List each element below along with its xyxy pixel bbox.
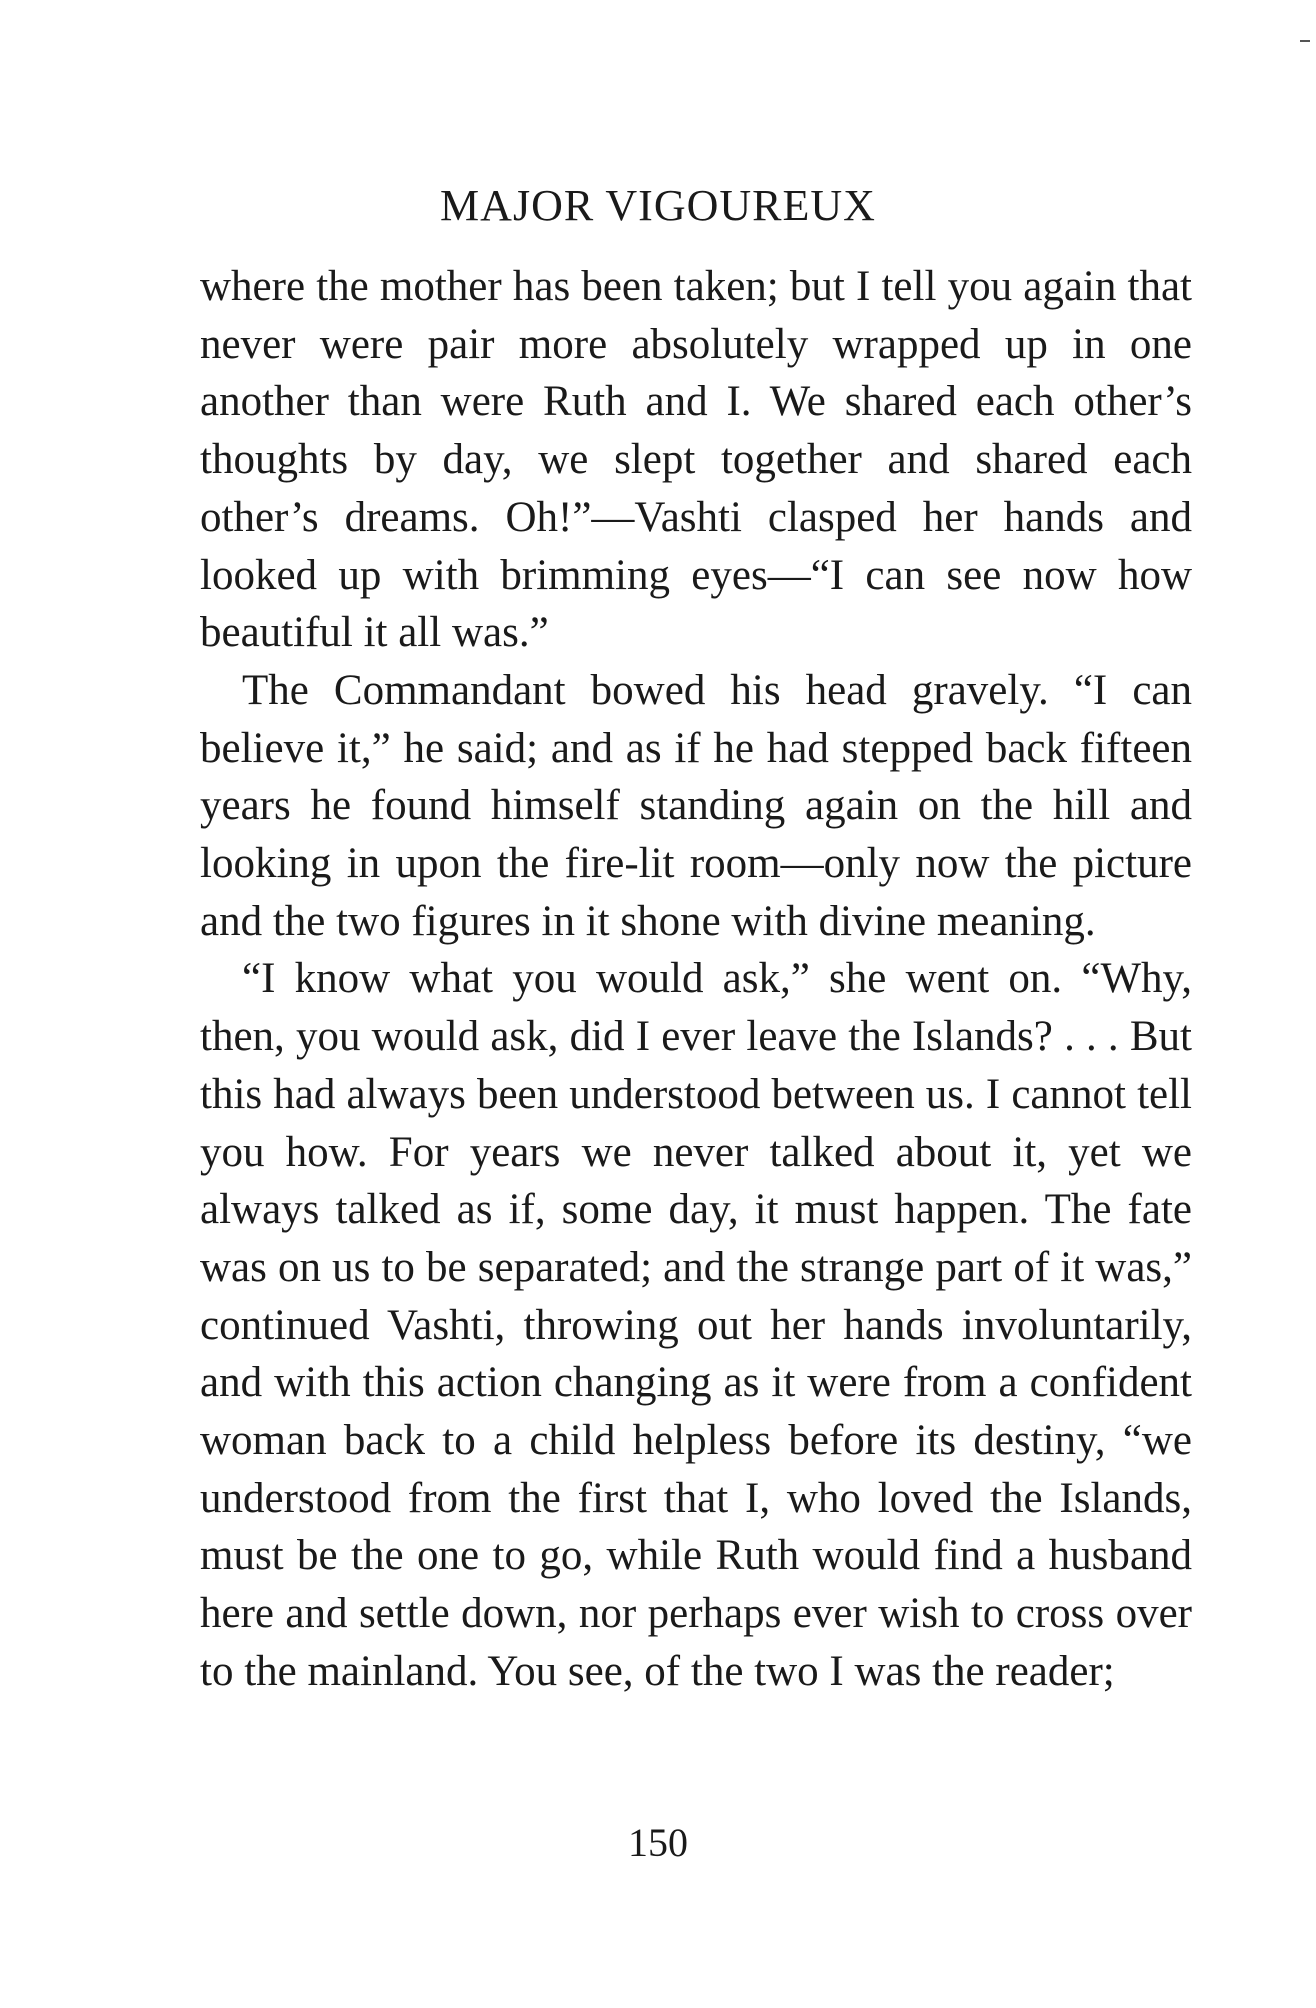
paragraph-continued: where the mother has been taken; but I tell you again that never were pair more absolutely wrapped up in one another than were Ruth and I. We shared each other’s thoughts by day, we slept together and shared each other’s dreams. Oh!”—Vashti clasped her hands and looked up with brimming eyes—“I can see now how beautiful it all was.” — [200, 263, 1192, 657]
paragraph-commandant: The Commandant bowed his head gravely. “I can believe it,” he said; and as if he had stepped back fifteen years he found himself standing again on the hill and looking in upon the fire-lit room—only now the picture and the two figures in it shone with divine meaning. — [200, 666, 1192, 945]
body-text — [200, 258, 1192, 1701]
paragraph-vashti: “I know what you would ask,” she went on. “Why, then, you would ask, did I ever leave the Islands? . . . But this had always been understood between us. I cannot tell you how. For years we never talked about it, yet we always talked as if, some day, it must happen. The fate was on us to be separated; and the strange part of it was,” continued Vashti, throwing out her hands involuntarily, and with this action changing as it were from a confident woman back to a child helpless before its destiny, “we understood from the first that I, who loved the Islands, must be the one to go, while Ruth would find a husband here and settle down, nor perhaps ever wish to cross over to the mainland. You see, of the two I was the reader; — [200, 955, 1192, 1695]
page-number: 150 — [628, 1820, 688, 1865]
running-head: MAJOR VIGOUREUX — [440, 181, 876, 230]
scan-edge-mark — [1300, 40, 1310, 42]
